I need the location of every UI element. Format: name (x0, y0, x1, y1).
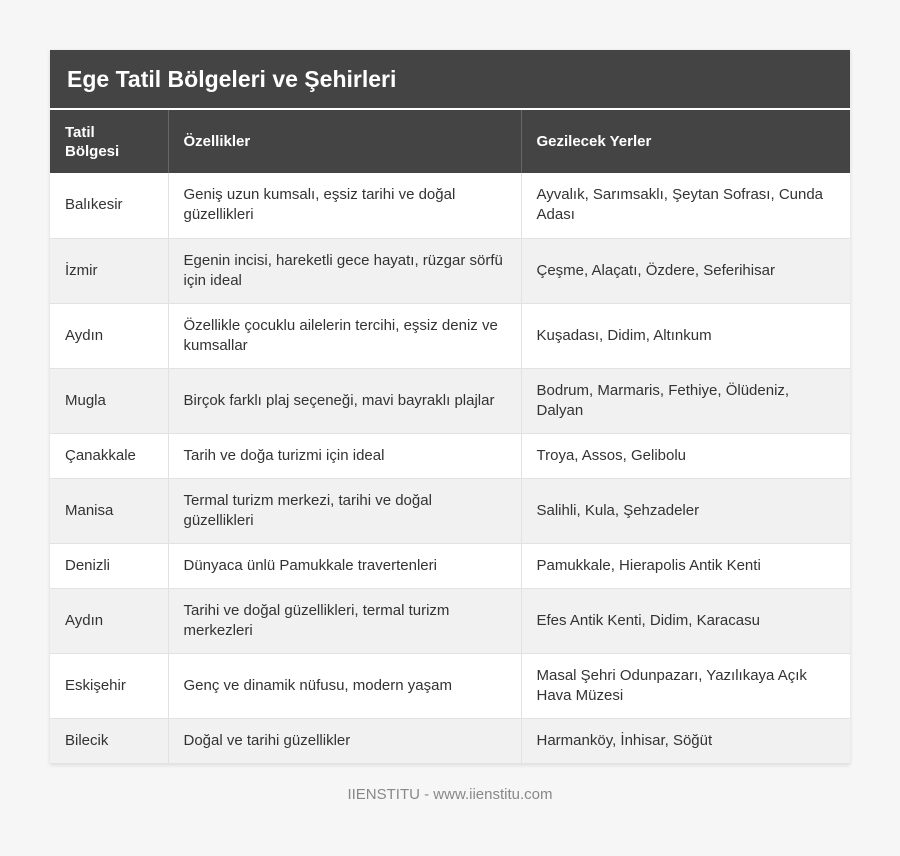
table-row (50, 433, 850, 478)
column-header-places: Gezilecek Yerler (521, 110, 850, 173)
table-row (50, 303, 850, 368)
cell-places: Harmanköy, İnhisar, Söğüt (521, 718, 850, 763)
cell-features: Tarih ve doğa turizmi için ideal (168, 433, 521, 478)
cell-region: Balıkesir (50, 173, 168, 238)
table-row (50, 368, 850, 433)
cell-region: Aydın (50, 303, 168, 368)
table-row (50, 718, 850, 763)
table-header-row (50, 110, 850, 173)
cell-region: Bilecik (50, 718, 168, 763)
table-row (50, 653, 850, 718)
table-row (50, 238, 850, 303)
cell-features: Genç ve dinamik nüfusu, modern yaşam (168, 653, 521, 718)
cell-places: Troya, Assos, Gelibolu (521, 433, 850, 478)
cell-places: Bodrum, Marmaris, Fethiye, Ölüdeniz, Dalyan (521, 368, 850, 433)
cell-features: Birçok farklı plaj seçeneği, mavi bayraklı plajlar (168, 368, 521, 433)
cell-places: Efes Antik Kenti, Didim, Karacasu (521, 588, 850, 653)
cell-region: Manisa (50, 478, 168, 543)
cell-places: Masal Şehri Odunpazarı, Yazılıkaya Açık Hava Müzesi (521, 653, 850, 718)
cell-region: Aydın (50, 588, 168, 653)
cell-region: Eskişehir (50, 653, 168, 718)
table-row (50, 588, 850, 653)
cell-features: Egenin incisi, hareketli gece hayatı, rüzgar sörfü için ideal (168, 238, 521, 303)
cell-region: Mugla (50, 368, 168, 433)
cell-features: Tarihi ve doğal güzellikleri, termal turizm merkezleri (168, 588, 521, 653)
table-row (50, 478, 850, 543)
column-header-features: Özellikler (168, 110, 521, 173)
cell-features: Dünyaca ünlü Pamukkale travertenleri (168, 543, 521, 588)
table-row (50, 173, 850, 238)
cell-places: Çeşme, Alaçatı, Özdere, Seferihisar (521, 238, 850, 303)
cell-region: İzmir (50, 238, 168, 303)
cell-places: Kuşadası, Didim, Altınkum (521, 303, 850, 368)
cell-places: Salihli, Kula, Şehzadeler (521, 478, 850, 543)
cell-features: Özellikle çocuklu ailelerin tercihi, eşsiz deniz ve kumsallar (168, 303, 521, 368)
cell-features: Doğal ve tarihi güzellikler (168, 718, 521, 763)
cell-region: Denizli (50, 543, 168, 588)
table-title: Ege Tatil Bölgeleri ve Şehirleri (50, 50, 850, 108)
column-header-region: Tatil Bölgesi (50, 110, 168, 173)
cell-places: Ayvalık, Sarımsaklı, Şeytan Sofrası, Cunda Adası (521, 173, 850, 238)
regions-table (50, 110, 850, 764)
cell-features: Termal turizm merkezi, tarihi ve doğal güzellikleri (168, 478, 521, 543)
footer-credit: IIENSTITU - www.iienstitu.com (347, 786, 553, 803)
cell-region: Çanakkale (50, 433, 168, 478)
cell-features: Geniş uzun kumsalı, eşsiz tarihi ve doğal güzellikleri (168, 173, 521, 238)
table-card (50, 50, 850, 764)
table-row (50, 543, 850, 588)
cell-places: Pamukkale, Hierapolis Antik Kenti (521, 543, 850, 588)
